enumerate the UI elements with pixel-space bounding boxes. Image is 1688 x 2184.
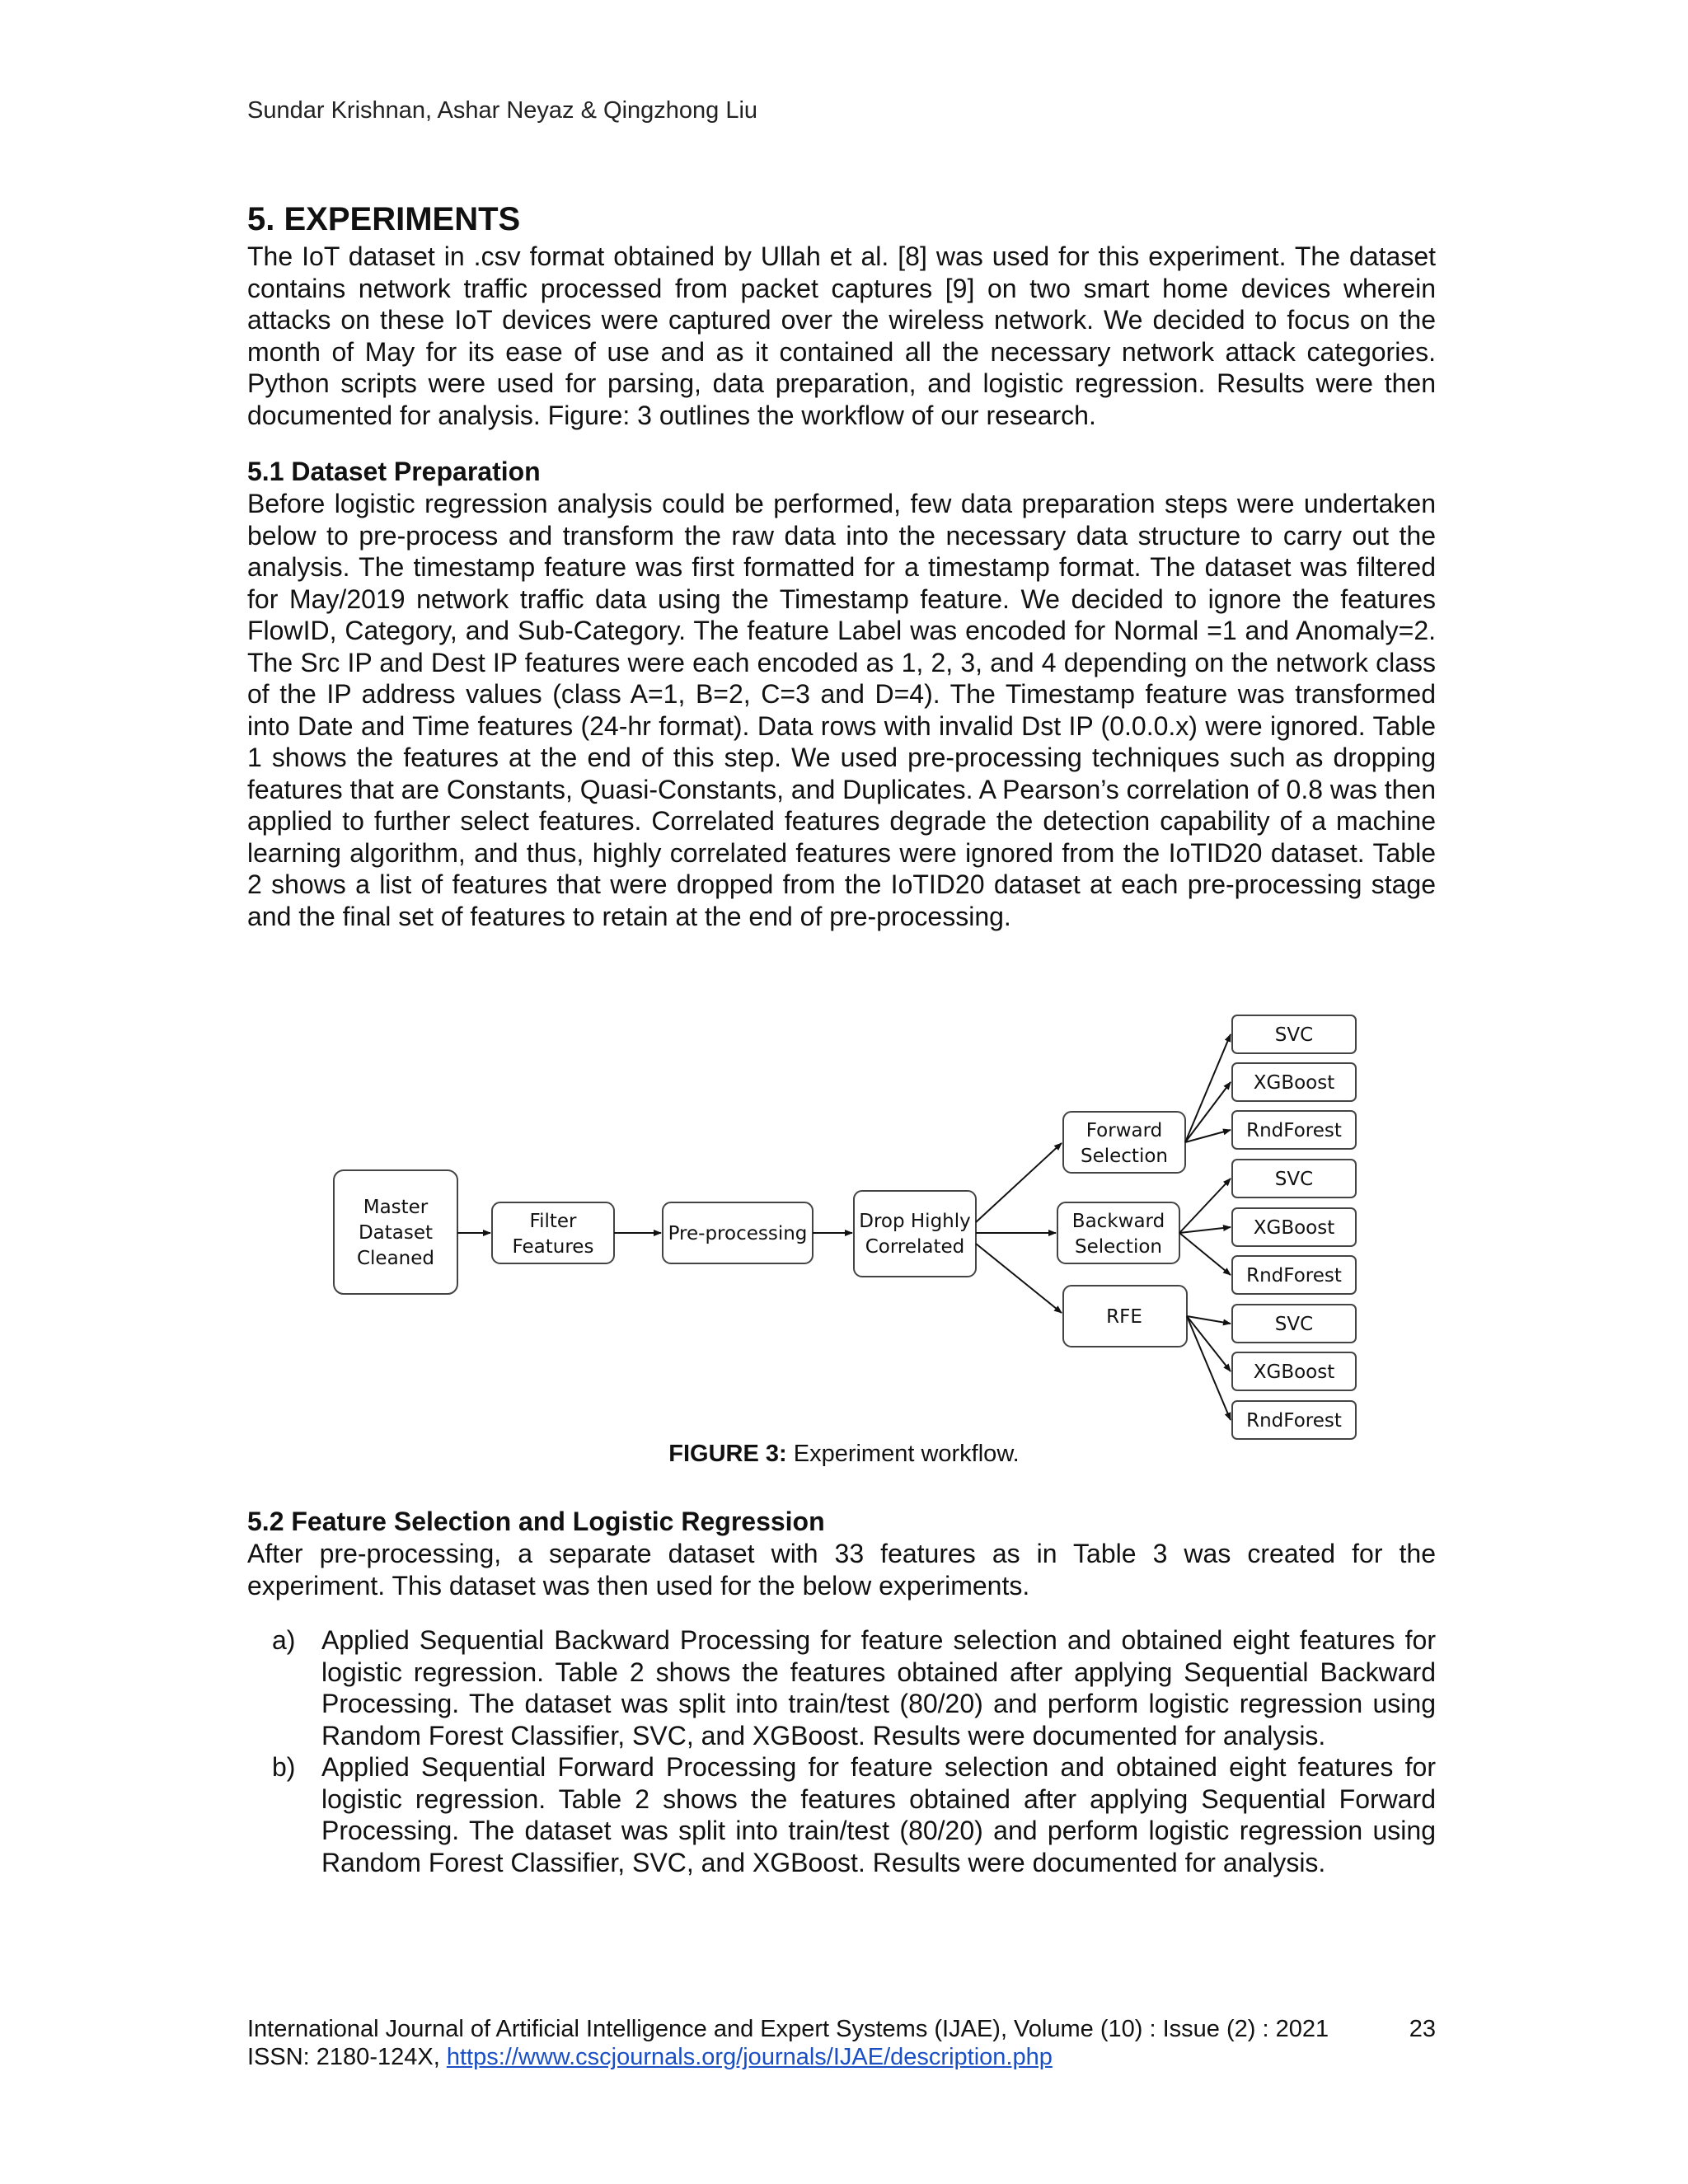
arrow-forward-xgboost [1185, 1082, 1231, 1142]
arrow-rfe-xgboost [1187, 1316, 1231, 1371]
list-item-text: Applied Sequential Backward Processing for feature selection and obtained eight features for logistic regression. Table 2 shows the features obtained after applying Sequential Backward Processing. The dataset was split into train/test (80/20) and perform logistic regression using Random Forest Classifier, SVC, and XGBoost. Results were documented for analysis. [321, 1625, 1436, 1750]
arrow-backward-svc [1179, 1179, 1231, 1233]
section-5-2 [247, 1505, 1436, 1878]
model-xgboost-forward-box [1232, 1063, 1356, 1101]
page-number: 23 [1409, 2016, 1436, 2042]
figure-caption-text: Experiment workflow. [786, 1441, 1020, 1467]
master-dataset-box [334, 1170, 457, 1294]
filter-features-box [492, 1202, 614, 1263]
experiment-list [247, 1624, 1436, 1878]
model-xgboost-backward-label: XGBoost [1253, 1217, 1335, 1239]
model-rndforest-rfe-box [1232, 1401, 1356, 1439]
model-xgboost-rfe-box [1232, 1352, 1356, 1390]
model-svc-forward-box [1232, 1015, 1356, 1053]
filter-line-2: Features [512, 1236, 594, 1258]
section-5-1 [247, 455, 1436, 932]
model-xgboost-backward-box [1232, 1208, 1356, 1246]
rfe-box [1063, 1286, 1187, 1347]
list-item-marker: b) [272, 1752, 296, 1782]
drop-line-2: Correlated [865, 1236, 965, 1258]
model-svc-forward-label: SVC [1274, 1024, 1314, 1046]
figure-caption [0, 1441, 1688, 1468]
model-svc-rfe-label: SVC [1274, 1314, 1314, 1335]
forward-selection-box [1063, 1112, 1185, 1173]
forward-line-1: Forward [1085, 1120, 1163, 1141]
arrow-rfe-rndforest [1187, 1316, 1231, 1420]
model-rndforest-rfe-label: RndForest [1246, 1410, 1342, 1432]
workflow-diagram [330, 1001, 1360, 1446]
arrow-forward-rndforest [1185, 1130, 1231, 1142]
forward-line-2: Selection [1081, 1146, 1168, 1167]
preproc-label: Pre-processing [668, 1223, 808, 1244]
backward-line-2: Selection [1075, 1236, 1162, 1258]
preprocessing-box [663, 1202, 813, 1263]
drop-line-1: Drop Highly [859, 1211, 971, 1232]
workflow-figure [330, 1001, 1360, 1446]
footer-issn: ISSN: 2180-124X, [247, 2044, 447, 2070]
list-item [247, 1624, 1436, 1751]
arrow-drop-forward [976, 1143, 1062, 1222]
master-line-2: Dataset [358, 1222, 434, 1244]
rfe-label: RFE [1106, 1306, 1142, 1328]
model-rndforest-backward-label: RndForest [1246, 1265, 1342, 1286]
model-svc-backward-label: SVC [1274, 1169, 1314, 1190]
model-rndforest-forward-box [1232, 1111, 1356, 1149]
section-5-2-paragraph: After pre-processing, a separate dataset with 33 features as in Table 3 was created for the experiment. This dataset was then used for the below experiments. [247, 1539, 1436, 1601]
section-5-1-heading: 5.1 Dataset Preparation [247, 457, 541, 486]
section-5-paragraph: The IoT dataset in .csv format obtained by Ullah et al. [8] was used for this experiment. The dataset contains network traffic processed from packet captures [9] on two smart home devices wherein attacks on these IoT devices were captured over the wireless network. We decided to focus on the month of May for its ease of use and as it contained all the necessary network attack categories. Python scripts were used for parsing, data preparation, and logistic regression. Results were then documented for analysis. Figure: 3 outlines the workflow of our research. [247, 241, 1436, 430]
footer-journal: International Journal of Artificial Intelligence and Expert Systems (IJAE), Volume (10) : Issue (2) : 2021 [247, 2016, 1329, 2042]
list-item-marker: a) [272, 1625, 296, 1655]
backward-selection-box [1057, 1202, 1179, 1263]
arrow-backward-rndforest [1179, 1233, 1231, 1275]
master-line-1: Master [363, 1197, 429, 1218]
model-svc-rfe-box [1232, 1305, 1356, 1343]
model-rndforest-backward-box [1232, 1256, 1356, 1294]
model-xgboost-rfe-label: XGBoost [1253, 1361, 1335, 1383]
master-line-3: Cleaned [356, 1248, 435, 1269]
list-item [247, 1751, 1436, 1878]
arrow-rfe-svc [1187, 1316, 1231, 1324]
drop-highly-correlated-box [854, 1191, 976, 1277]
arrow-forward-svc [1185, 1034, 1231, 1142]
section-5-2-heading: 5.2 Feature Selection and Logistic Regression [247, 1507, 825, 1536]
arrow-drop-rfe [976, 1244, 1062, 1313]
footer-issn-line [247, 2043, 1436, 2071]
journal-link[interactable]: https://www.cscjournals.org/journals/IJAE/description.php [446, 2044, 1053, 2070]
backward-line-1: Backward [1071, 1211, 1165, 1232]
list-item-text: Applied Sequential Forward Processing for feature selection and obtained eight features for logistic regression. Table 2 shows the features obtained after applying Sequential Forward Processing. The dataset was split into train/test (80/20) and perform logistic regression using Random Forest Classifier, SVC, and XGBoost. Results were documented for analysis. [321, 1752, 1436, 1877]
model-xgboost-forward-label: XGBoost [1253, 1072, 1335, 1094]
figure-caption-label: FIGURE 3: [668, 1441, 787, 1467]
filter-line-1: Filter [529, 1211, 577, 1232]
running-head: Sundar Krishnan, Ashar Neyaz & Qingzhong Liu [247, 97, 758, 124]
model-rndforest-forward-label: RndForest [1246, 1120, 1342, 1141]
section-5 [247, 198, 1436, 431]
model-svc-backward-box [1232, 1160, 1356, 1197]
arrow-backward-xgboost [1179, 1227, 1231, 1233]
section-5-1-paragraph: Before logistic regression analysis could be performed, few data preparation steps were undertaken below to pre-process and transform the raw data into the necessary data structure to carry out the analysis. The timestamp feature was first formatted for a timestamp format. The dataset was filtered for May/2019 network traffic data using the Timestamp feature. We decided to ignore the features FlowID, Category, and Sub-Category. The feature Label was encoded for Normal =1 and Anomaly=2. The Src IP and Dest IP features were each encoded as 1, 2, 3, and 4 depending on the network class of the IP address values (class A=1, B=2, C=3 and D=4). The Timestamp feature was transformed into Date and Time features (24-hr format). Data rows with invalid Dst IP (0.0.0.x) were ignored. Table 1 shows the features at the end of this step. We used pre-processing techniques such as dropping features that are Constants, Quasi-Constants, and Duplicates. A Pearson’s correlation of 0.8 was then applied to further select features. Correlated features degrade the detection capability of a machine learning algorithm, and thus, highly correlated features were ignored from the IoTID20 dataset. Table 2 shows a list of features that were dropped from the IoTID20 dataset at each pre-processing stage and the final set of features to retain at the end of pre-processing. [247, 489, 1436, 931]
section-5-heading: 5. EXPERIMENTS [247, 201, 521, 237]
page-footer [247, 2015, 1436, 2071]
